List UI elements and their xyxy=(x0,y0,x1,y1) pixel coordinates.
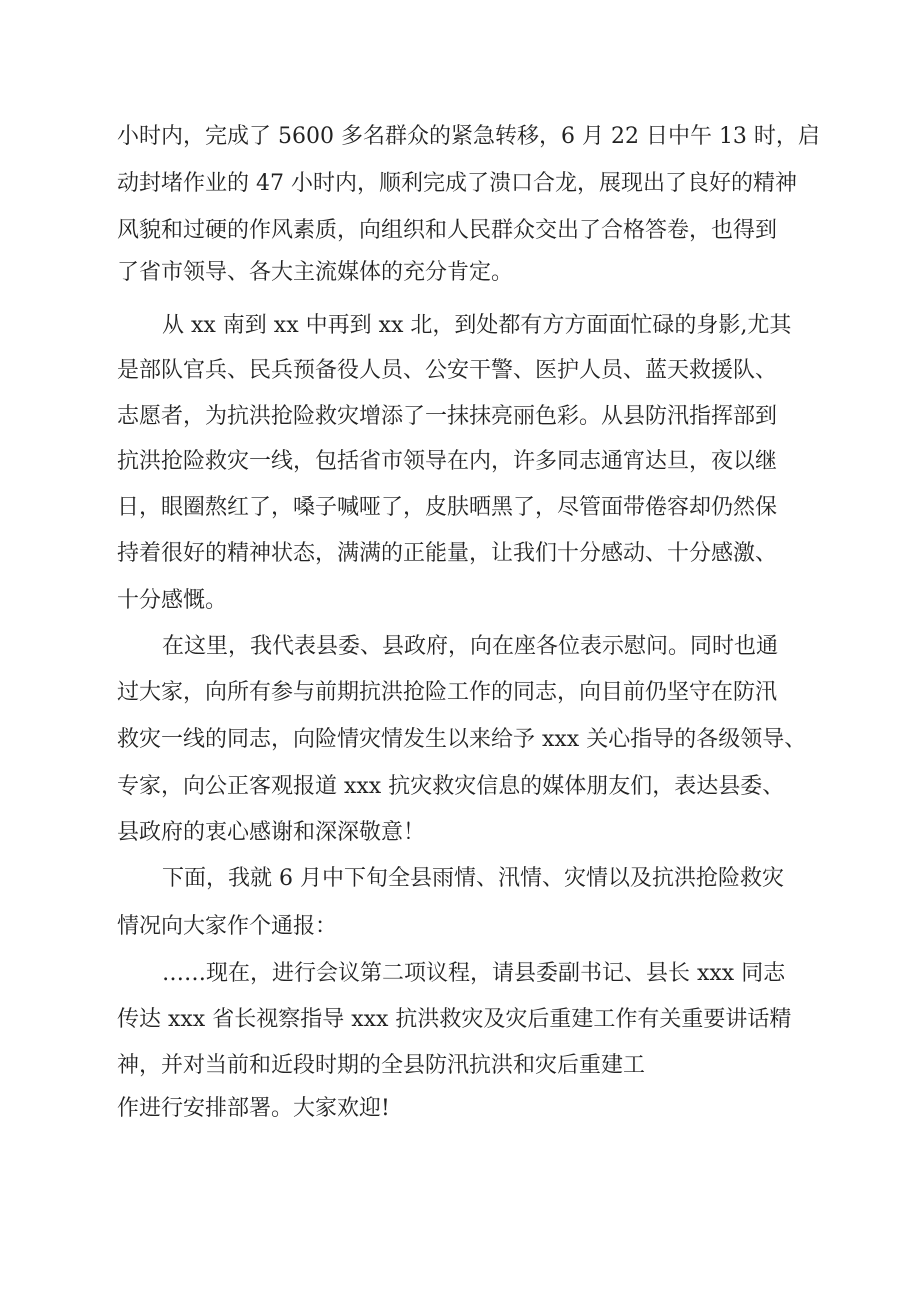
text-line: 情况向大家作个通报： xyxy=(117,914,338,939)
text-line: 抗洪抢险救灾一线，包括省市领导在内，许多同志通宵达旦，夜以继 xyxy=(117,449,778,474)
text-line: 救灾一线的同志，向险情灾情发生以来给予 xxx 关心指导的各级领导、 xyxy=(117,727,807,752)
text-line: 下面，我就 6 月中下旬全县雨情、汛情、灾情以及抗洪抢险救灾 xyxy=(162,866,784,891)
text-line: 从 xx 南到 xx 中再到 xx 北，到处都有方方面面忙碌的身影,尤其 xyxy=(162,313,792,338)
text-line: 神，并对当前和近段时期的全县防汛抗洪和灾后重建工 xyxy=(117,1053,646,1078)
text-line: 持着很好的精神状态，满满的正能量，让我们十分感动、十分感激、 xyxy=(117,541,778,566)
text-line: 了省市领导、各大主流媒体的充分肯定。 xyxy=(117,260,514,285)
text-line: 动封堵作业的 47 小时内，顺利完成了溃口合龙，展现出了良好的精神 xyxy=(117,171,797,196)
text-line: 传达 xxx 省长视察指导 xxx 抗洪救灾及灾后重建工作有关重要讲话精 xyxy=(117,1007,792,1032)
text-line: 过大家，向所有参与前期抗洪抢险工作的同志，向目前仍坚守在防汛 xyxy=(117,680,778,705)
text-line: 小时内，完成了 5600 多名群众的紧急转移，6 月 22 日中午 13 时，启 xyxy=(117,124,820,149)
text-line: 日，眼圈熬红了，嗓子喊哑了，皮肤晒黑了，尽管面带倦容却仍然保 xyxy=(117,495,778,520)
text-line: 在这里，我代表县委、县政府，向在座各位表示慰问。同时也通 xyxy=(162,634,779,659)
text-line: 专家，向公正客观报道 xxx 抗灾救灾信息的媒体朋友们，表达县委、 xyxy=(117,774,785,799)
text-line: 县政府的衷心感谢和深深敬意！ xyxy=(117,820,426,845)
text-line: 风貌和过硬的作风素质，向组织和人民群众交出了合格答卷，也得到 xyxy=(117,218,778,243)
text-line: 十分感慨。 xyxy=(117,588,228,613)
text-line: 志愿者，为抗洪抢险救灾增添了一抹抹亮丽色彩。从县防汛指挥部到 xyxy=(117,404,778,429)
text-line: 作进行安排部署。大家欢迎! xyxy=(117,1096,390,1121)
text-line: ……现在，进行会议第二项议程，请县委副书记、县长 xxx 同志 xyxy=(162,961,786,986)
text-line: 是部队官兵、民兵预备役人员、公安干警、医护人员、蓝天救援队、 xyxy=(117,358,778,383)
